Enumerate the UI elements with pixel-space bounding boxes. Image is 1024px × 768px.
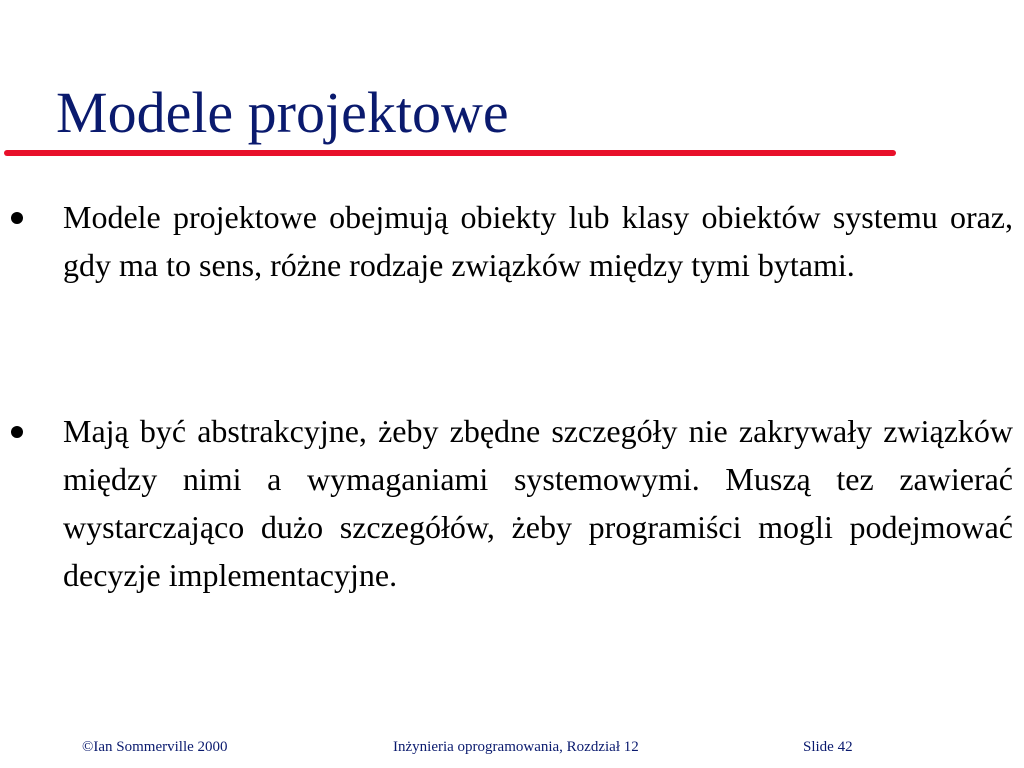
footer-copyright: ©Ian Sommerville 2000 [82, 739, 228, 755]
title-underline [4, 150, 896, 156]
footer-course: Inżynieria oprogramowania, Rozdział 12 [393, 739, 639, 755]
bullet-dot-icon [11, 426, 23, 438]
bullet-dot-icon [11, 212, 23, 224]
footer-slide-number: Slide 42 [803, 739, 853, 755]
bullet-text: Mają być abstrakcyjne, żeby zbędne szczegóły nie zakrywały związków między nimi a wymaganiami systemowymi. Muszą tez zawierać wystarczająco dużo szczegółów, żeby programiści mogli podejmować decyzje implementacyjne. [63, 413, 1013, 593]
bullet-text: Modele projektowe obejmują obiekty lub klasy obiektów systemu oraz, gdy ma to sens, różne rodzaje związków między tymi bytami. [63, 199, 1013, 283]
slide-title: Modele projektowe [56, 80, 509, 145]
